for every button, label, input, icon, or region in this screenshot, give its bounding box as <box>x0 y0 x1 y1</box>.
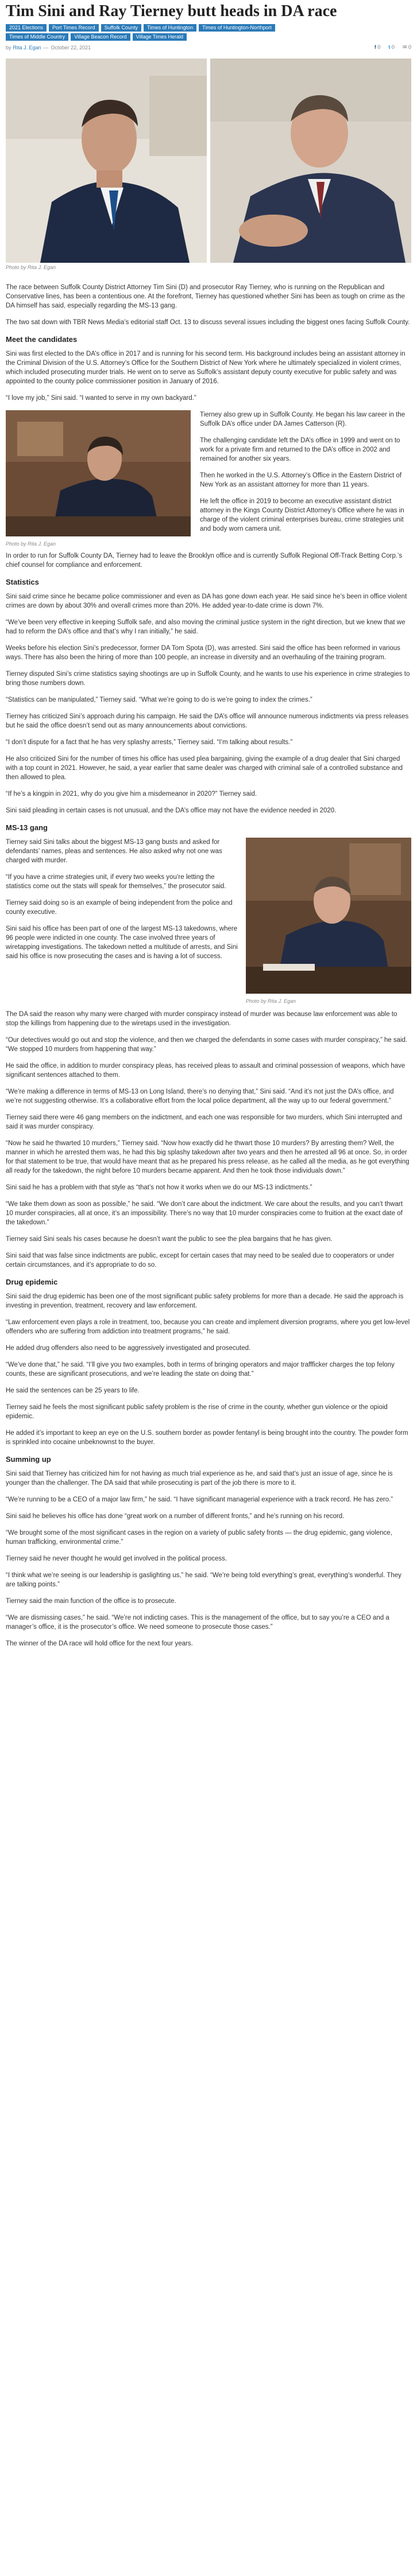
body-paragraph: He added drug offenders also need to be aggressively investigated and prosecuted. <box>6 1345 251 1352</box>
category-tag[interactable]: 2021 Elections <box>6 24 47 32</box>
body-paragraph: Sini said his office has been part of one of the largest MS-13 takedowns, where 96 people were indicted in one county. The case involved three years of wiretapping investigations. The takedown netted a multitude of arrests, and Sini said his office is now prosecuting the cases and is having a lot of success. <box>6 925 238 960</box>
photo-sini-seated-image <box>6 410 191 536</box>
body-paragraph: Then he worked in the U.S. Attorney’s Office in the Eastern District of New York as an assistant attorney for more than 11 years. <box>200 472 402 488</box>
body-paragraph: “I love my job,” Sini said. “I wanted to serve in my own backyard.” <box>6 395 196 402</box>
body-paragraph: “If he’s a kingpin in 2021, why do you give him a misdemeanor in 2020?” Tierney said. <box>6 791 257 797</box>
body-paragraph: Tierney also grew up in Suffolk County. He began his law career in the Suffolk DA’s office under DA James Catterson (R). <box>200 411 406 427</box>
photo-tierney-seated-image <box>246 838 411 994</box>
body-paragraph: “We take them down as soon as possible,” he said. “We don’t care about the indictment. We care about the results, and you can’t thwart 10 murder conspiracies, all at once, it’s an impossibility. There’s no way that 10 murder conspiracies come to fruition at the exact date of the takedown.” <box>6 1201 403 1226</box>
byline-separator: — <box>43 44 49 50</box>
body-paragraph: Sini said crime since he became police commissioner and even as DA has gone down each year. He said since he’s been in office violent crimes are down by about 30% and overall crimes more than 20%. He added year-to-date crime is down 7%. <box>6 593 407 609</box>
body-paragraph: The DA said the reason why many were charged with murder conspiracy instead of murder was because law enforcement was able to stop the killings from happening due to the wiretaps used in the investigation. <box>6 1011 397 1027</box>
body-paragraph: Tierney said the main function of the office is to prosecute. <box>6 1598 176 1605</box>
body-paragraph: Tierney disputed Sini’s crime statistics saying shootings are up in Suffolk County, and he wants to use his experience in crime strategies to bring those numbers down. <box>6 671 410 687</box>
body-paragraph: The winner of the DA race will hold office for the next four years. <box>6 1640 193 1647</box>
body-paragraph: He also criticized Sini for the number of times his office has used plea bargaining, giving the example of a drug dealer that Sini charged with a top count in 2021. However, he said, a year earlier that same dealer was charged with criminal sale of a controlled substance and then allowed to plea. <box>6 756 403 781</box>
body-paragraph: Tierney said Sini seals his cases because he doesn’t want the public to see the plea bargains that he has given. <box>6 1236 333 1243</box>
body-paragraph: “We’re making a difference in terms of MS-13 on Long Island, there’s no denying that,” Sini said. “And it’s not just the DA’s office, and we’re not suggesting otherwise. It’s a collaborative effort from the local police department, all the way up to our federal government.” <box>6 1088 394 1104</box>
body-paragraph: Tierney said Sini talks about the biggest MS-13 gang busts and asked for defendants’ names, pleas and sentences. He also asked why not one was charged with murder. <box>6 839 222 864</box>
category-tag[interactable]: Suffolk County <box>101 24 141 32</box>
twitter-share-button[interactable]: t 0 <box>388 44 395 50</box>
body-paragraph: “Now he said he thwarted 10 murders,” Tierney said. “Now how exactly did he thwart those 10 murders? By arresting them? Well, the manner in which he arrested them was, he had this big splashy takedown after two years and then he arrested all 96 at once. So, in order for that statement to be true, that would have meant that as he prepared his press release, as he called all the media, as he got everything all ready for the takedown, the night before 10 murders became apparent. And then he took those individuals down.” <box>6 1140 410 1174</box>
body-paragraph: He added it’s important to keep an eye on the U.S. southern border as powder fentanyl is being brought into the country. The powder form is sprinkled into cocaine unbeknownst to the buyer. <box>6 1430 408 1446</box>
body-paragraph: “We’ve been very effective in keeping Suffolk safe, and also moving the criminal justice system in the right direction, but we knew that we had to reform the DA’s office and that’s why I ran initially,” he said. <box>6 619 406 635</box>
body-paragraph: “If you have a crime strategies unit, if every two weeks you’re letting the statistics come out the stats will speak for themselves,” the prosecutor said. <box>6 874 226 890</box>
category-tags <box>6 24 327 41</box>
body-paragraph: Tierney said doing so is an example of being independent from the police and county executive. <box>6 900 233 916</box>
body-paragraph: Sini said the drug epidemic has been one of the most significant public safety problems for more than a decade. He said the approach is investing in prevention, treatment, recovery and law enforcement. <box>6 1293 404 1309</box>
section-heading-candidates: Meet the candidates <box>6 335 78 344</box>
intro-paragraph: The two sat down with TBR News Media’s editorial staff Oct. 13 to discuss several issues including the biggest ones facing Suffolk County. <box>6 319 410 326</box>
intro-paragraph: The race between Suffolk County District Attorney Tim Sini (D) and prosecutor Ray Tierney, who is running on the Republican and Conservative lines, has been a contentious one. At the forefront, Tierney has questioned whether Sini has been as tough on crime as the DA himself has said, especially regarding the MS-13 gang. <box>6 284 405 309</box>
body-paragraph: “We brought some of the most significant cases in the region on a variety of public safety fronts — the drug epidemic, gang violence, human trafficking, environmental crime.” <box>6 1530 392 1546</box>
section-heading-ms13: MS-13 gang <box>6 823 48 832</box>
body-paragraph: Weeks before his election Sini’s predecessor, former DA Tom Spota (D), was arrested. Sini said the office has been reformed in various ways. There has also been the hiring of more than 100 people, an increase in diversity and an overhauling of the training program. <box>6 645 400 661</box>
author-link[interactable]: Rita J. Egan <box>13 44 41 50</box>
body-paragraph: “Statistics can be manipulated,” Tierney said. “What we’re going to do is we’re going to index the crimes.” <box>6 696 312 703</box>
body-paragraph: Tierney has criticized Sini’s approach during his campaign. He said the DA’s office will announce numerous indictments via press releases but he said the office doesn’t send out as many announcements about convictions. <box>6 713 409 729</box>
category-tag[interactable]: Village Times Herald <box>133 33 187 41</box>
body-paragraph: Tierney said there were 46 gang members on the indictment, and each one was responsible for two murders, which Sini interrupted and said it was murder conspiracy. <box>6 1114 402 1130</box>
photo-tierney-image <box>210 59 411 263</box>
body-paragraph: Sini said that was false since indictments are public, except for certain cases that may need to be sealed due to cooperators or under certain circumstances, and it’s appropriate to do so. <box>6 1252 395 1268</box>
body-paragraph: “We’ve done that,” he said. “I’ll give you two examples, both in terms of bringing operators and major traffficker charges the top felony counts, these are significant prosecutions, and we’re leading the state on doing that.” <box>6 1361 395 1378</box>
section-heading-statistics: Statistics <box>6 578 39 586</box>
body-paragraph: “Our detectives would go out and stop the violence, and then we charged the defendants in some cases with murder conspiracy,” he said. “We stopped 10 murders from happening that way.” <box>6 1037 408 1053</box>
body-paragraph: In order to run for Suffolk County DA, Tierney had to leave the Brooklyn office and is currently Suffolk Regional Off-Track Betting Corp.’s chief counsel for compliance and enforcement. <box>6 552 403 569</box>
category-tag[interactable]: Times of Middle Country <box>6 33 68 41</box>
hero-photos <box>6 59 411 263</box>
inline-photo-credit: Photo by Rita J. Egan <box>6 541 56 547</box>
category-tag[interactable]: Times of Huntington-Northport <box>199 24 275 32</box>
hero-photo-credit: Photo by Rita J. Egan <box>6 264 56 270</box>
body-paragraph: Sini said pleading in certain cases is not unusual, and the DA’s office may not have the evidence needed in 2020. <box>6 807 337 814</box>
body-paragraph: He said the sentences can be 25 years to life. <box>6 1387 140 1394</box>
category-tag[interactable]: Port Times Record <box>49 24 99 32</box>
body-paragraph: Tierney said he never thought he would get involved in the political process. <box>6 1555 227 1562</box>
category-tag[interactable]: Village Beacon Record <box>71 33 130 41</box>
body-paragraph: “We’re running to be a CEO of a major law firm,” he said. “I have significant managerial experience with a track record. He has zero.” <box>6 1496 393 1503</box>
share-count: 0 <box>377 44 381 50</box>
inline-photo-credit: Photo by Rita J. Egan <box>246 998 296 1004</box>
section-heading-drugs: Drug epidemic <box>6 1278 58 1286</box>
photo-sini-image <box>6 59 207 263</box>
body-paragraph: “I don’t dispute for a fact that he has very splashy arrests,” Tierney said. “I’m talking about results.” <box>6 739 293 746</box>
body-paragraph: “I think what we’re seeing is our leadership is gaslighting us,” he said. “We’re being told everything’s great, everything’s wonderful. They are talking points.” <box>6 1572 401 1588</box>
body-paragraph: Sini was first elected to the DA’s office in 2017 and is running for his second term. His background includes being an assistant attorney in the Criminal Division of the U.S. Attorney’s Office for the Southern District of New York where he ultimately specialized in violent crimes, which included prosecuting murder trials. He went on to serve as Suffolk’s assistant deputy county executive for public safety and was appointed to the county police commissioner position in January of 2016. <box>6 351 406 385</box>
inline-photo-sini <box>6 410 191 547</box>
publish-date: October 22, 2021 <box>51 44 91 50</box>
body-paragraph: Tierney said he feels the most significant public safety problem is the rise of crime in the county, whether gun violence or the opioid epidemic. <box>6 1404 388 1420</box>
byline-by: by <box>6 44 11 50</box>
photo-tim-sini <box>6 59 207 263</box>
comment-button[interactable]: ✉ 0 <box>402 44 411 50</box>
body-paragraph: “We are dismissing cases,” he said. “We’re not indicting cases. This is the management of the office, but to say you’re a CEO and a manager’s office, it is the prosecutor’s office. We need someone to prosecute those cases.” <box>6 1614 389 1631</box>
inline-photo-tierney <box>246 838 411 1004</box>
photo-ray-tierney <box>210 59 411 263</box>
facebook-share-button[interactable]: f 0 <box>374 44 381 50</box>
article-page <box>0 2 417 1648</box>
body-paragraph: “Law enforcement even plays a role in treatment, too, because you can create and implement diversion programs, where you get low-level offenders who are suffering from addiction into treatment programs,” he said. <box>6 1319 410 1335</box>
byline <box>6 44 411 50</box>
body-paragraph: The challenging candidate left the DA’s office in 1999 and went on to work for a private firm and returned to the DA’s office in 2002 and remained for another six years. <box>200 437 400 462</box>
body-paragraph: Sini said he believes his office has done “great work on a number of different fronts,” and he’s running on his record. <box>6 1513 345 1520</box>
article-title: Tim Sini and Ray Tierney butt heads in DA race <box>6 2 337 20</box>
body-paragraph: Sini said that Tierney has criticized him for not having as much trial experience as he, and said that’s just an issue of age, since he is younger than the challenger. The DA said that while prosecuting is part of the job there is more to it. <box>6 1470 393 1487</box>
body-paragraph: He left the office in 2019 to become an executive assistant district attorney in the Kings County District Attorney’s Office where he was in charge of the violent criminal enterprises bureau, crime strategies unit and body worn camera unit. <box>200 498 404 532</box>
share-count: 0 <box>408 44 411 50</box>
share-counts <box>374 44 411 50</box>
body-paragraph: He said the office, in addition to murder conspiracy pleas, has received pleas to assault and criminal possession of weapons, which have significant sentences attached to them. <box>6 1063 406 1079</box>
category-tag[interactable]: Times of Huntington <box>144 24 196 32</box>
share-count: 0 <box>391 44 395 50</box>
body-paragraph: Sini said he has a problem with that style as “that’s not how it works when we do our MS-13 indictments.” <box>6 1184 312 1191</box>
section-heading-summing-up: Summing up <box>6 1455 51 1464</box>
